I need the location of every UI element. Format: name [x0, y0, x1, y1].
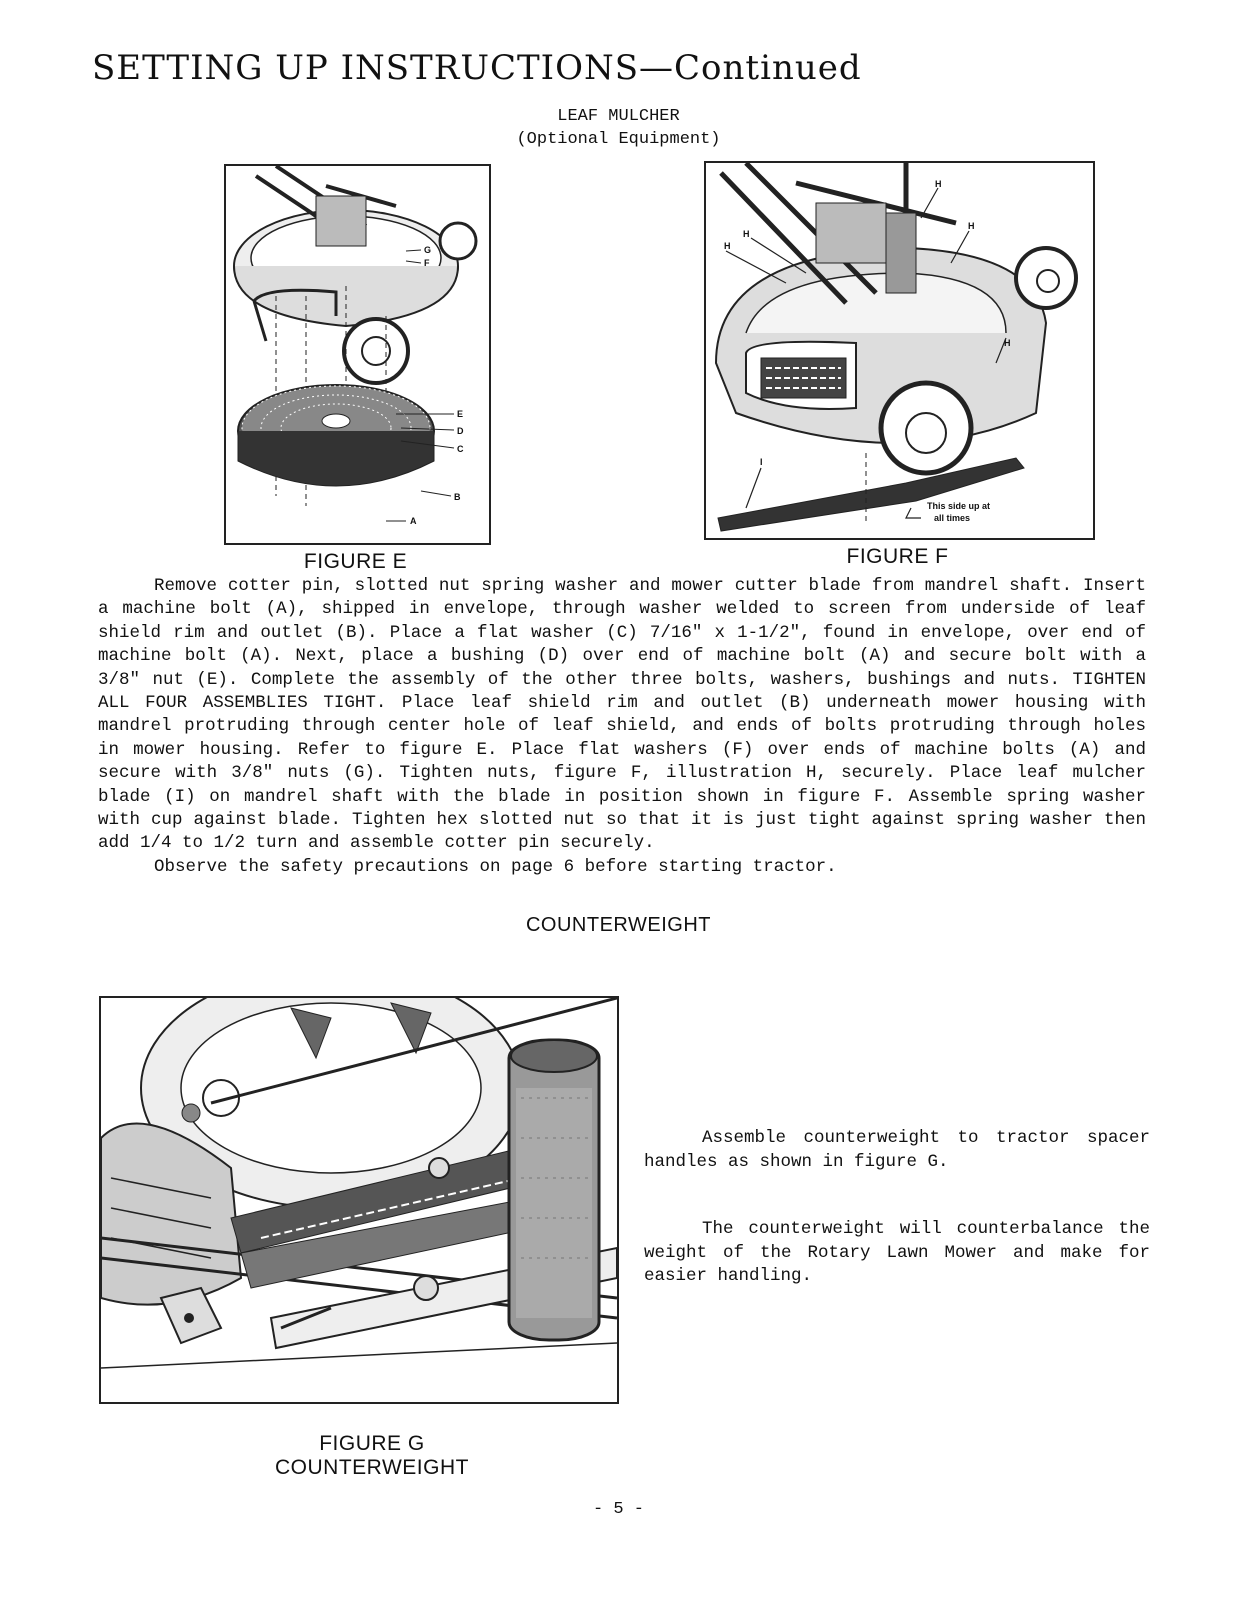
page-number: - 5 - — [592, 1500, 644, 1519]
leaf-mulcher-paragraph-1: Remove cotter pin, slotted nut spring washer and mower cutter blade from mandrel shaft. Insert a machine bolt (A), shipped in envelope, through washer welded to screen from underside of leaf shield rim and outlet (B). Place a flat washer (C) 7/16" x 1-1/2", found in envelope, over end of machine bolt (A). Next, place a bushing (D) over end of machine bolt (A) and secure bolt with a 3/8" nut (E). Complete the assembly of the other three bolts, washers, bushings and nuts. TIGHTEN ALL FOUR ASSEMBLIES TIGHT. Place leaf shield rim and outlet (B) underneath mower housing with mandrel protruding through center hole of leaf shield, and ends of bolts protruding through holes in mower housing. Refer to figure E. Place flat washers (F) over ends of machine bolts (A) and secure with 3/8" nuts (G). Tighten nuts, figure F, illustration H, securely. Place leaf mulcher blade (I) on mandrel shaft with the blade in position shown in figure F. Assemble spring washer with cup against blade. Tighten hex slotted nut so that it is just tight against spring washer then add 1/4 to 1/2 turn and assemble cotter pin securely. — [98, 576, 1146, 854]
figure-f-note-line2: all times — [934, 513, 971, 523]
section-subtitle-note: (Optional Equipment) — [516, 130, 721, 149]
counterweight-paragraph-1 — [644, 1127, 1150, 1174]
figure-e-callout-g: G — [424, 245, 432, 255]
figure-f-drawing — [706, 163, 1093, 538]
figure-f-callout-h4: H — [968, 221, 975, 231]
figure-g-caption — [232, 1432, 512, 1480]
figure-f-illustration — [704, 161, 1095, 540]
figure-e-callout-b: B — [454, 492, 461, 502]
figure-f-note-line1: This side up at — [927, 501, 991, 511]
section-subtitle: LEAF MULCHER — [557, 107, 680, 126]
figure-e-callout-c: C — [457, 444, 464, 454]
counterweight-heading: COUNTERWEIGHT — [525, 914, 711, 936]
page-title: SETTING UP INSTRUCTIONS—Continued — [92, 48, 862, 88]
figure-e-caption: FIGURE E — [303, 550, 408, 573]
figure-f-callout-h1: H — [935, 179, 942, 189]
counterweight-assembly-text: Assemble counterweight to tractor spacer handles as shown in figure G. — [644, 1128, 1150, 1172]
figure-e-illustration — [224, 164, 491, 545]
figure-e-callout-e: E — [457, 409, 464, 419]
figure-f-caption: FIGURE F — [846, 545, 949, 568]
figure-g-caption-subtitle: COUNTERWEIGHT — [275, 1456, 469, 1479]
figure-e-callout-a: A — [410, 516, 417, 526]
figure-g-illustration — [99, 996, 619, 1404]
figure-f-callout-i: I — [760, 457, 763, 467]
counterweight-paragraph-2 — [644, 1218, 1150, 1289]
figure-f-callout-h3: H — [743, 229, 750, 239]
figure-e-callout-d: D — [457, 426, 464, 436]
counterweight-purpose-text: The counterweight will counterbalance the weight of the Rotary Lawn Mower and make for easier handling. — [644, 1219, 1150, 1286]
leaf-mulcher-instructions — [98, 575, 1146, 879]
figure-e-callout-f: F — [424, 258, 430, 268]
leaf-mulcher-paragraph-2: Observe the safety precautions on page 6 before starting tractor. — [154, 856, 837, 877]
figure-g-caption-title: FIGURE G — [319, 1432, 425, 1455]
figure-g-drawing — [101, 998, 617, 1402]
figure-e-drawing — [226, 166, 489, 543]
figure-f-callout-h2: H — [724, 241, 731, 251]
figure-f-callout-h5: H — [1004, 338, 1011, 348]
